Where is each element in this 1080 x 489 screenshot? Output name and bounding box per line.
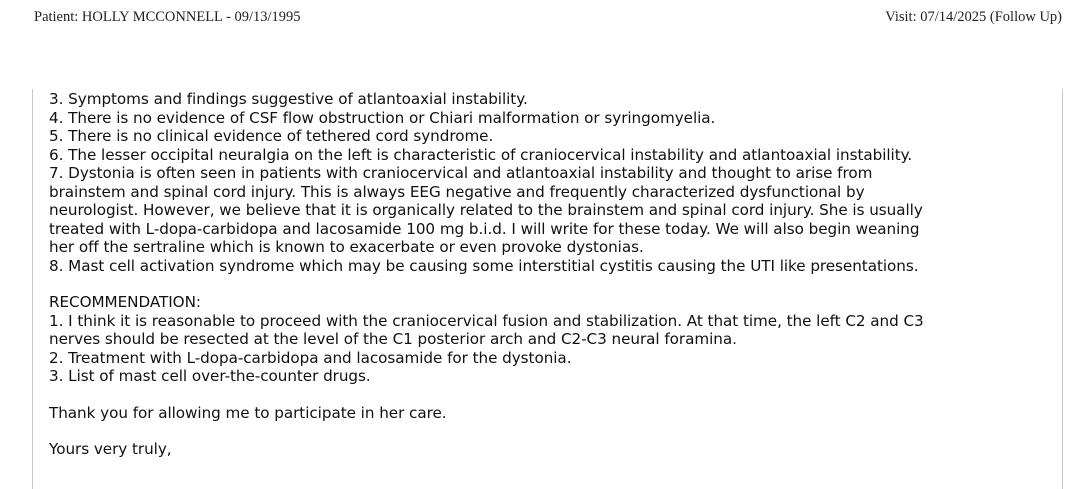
thank-you-line: Thank you for allowing me to participate in her care. [49, 403, 447, 422]
impression-line: neurologist. However, we believe that it is organically related to the brainstem and spinal cord injury. She is usually [49, 201, 923, 219]
impression-list [49, 90, 1059, 275]
impression-line: 8. Mast cell activation syndrome which may be causing some interstitial cystitis causing the UTI like presentations. [49, 256, 919, 275]
impression-line: 4. There is no evidence of CSF flow obstruction or Chiari malformation or syringomyelia. [49, 108, 716, 127]
impression-line: brainstem and spinal cord injury. This is always EEG negative and frequently characterized dysfunctional by [49, 182, 865, 201]
impression-line: her off the sertraline which is known to exacerbate or even provoke dystonias. [49, 238, 644, 256]
impression-line: 6. The lesser occipital neuralgia on the left is characteristic of craniocervical instability and atlantoaxial instability. [49, 145, 913, 164]
impression-line: 7. Dystonia is often seen in patients with craniocervical and atlantoaxial instability and thought to arise from [49, 164, 873, 182]
impression-line: treated with L-dopa-carbidopa and lacosamide 100 mg b.i.d. I will write for these today. We will also begin weaning [49, 219, 920, 238]
visit-info: Visit: 07/14/2025 (Follow Up) [885, 9, 1062, 25]
recommendation-section [49, 293, 1059, 386]
letter-body [49, 90, 1059, 459]
patient-info: Patient: HOLLY MCCONNELL - 09/13/1995 [34, 9, 301, 25]
signoff-line: Yours very truly, [49, 440, 172, 458]
recommendation-line: 1. I think it is reasonable to proceed with the craniocervical fusion and stabilization. At that time, the left C2 and C3 [49, 311, 924, 330]
recommendation-line: 2. Treatment with L-dopa-carbidopa and lacosamide for the dystonia. [49, 348, 572, 367]
paragraph-gap [49, 275, 1059, 293]
impression-line: 5. There is no clinical evidence of tethered cord syndrome. [49, 127, 494, 145]
recommendation-line: 3. List of mast cell over-the-counter drugs. [49, 367, 371, 385]
recommendation-line: nerves should be resected at the level of the C1 posterior arch and C2-C3 neural foramina. [49, 330, 737, 348]
impression-line: 3. Symptoms and findings suggestive of atlantoaxial instability. [49, 90, 528, 108]
document-header [34, 9, 1062, 29]
paragraph-gap [49, 422, 1059, 440]
recommendation-heading: RECOMMENDATION: [49, 293, 201, 311]
paragraph-gap [49, 386, 1059, 404]
